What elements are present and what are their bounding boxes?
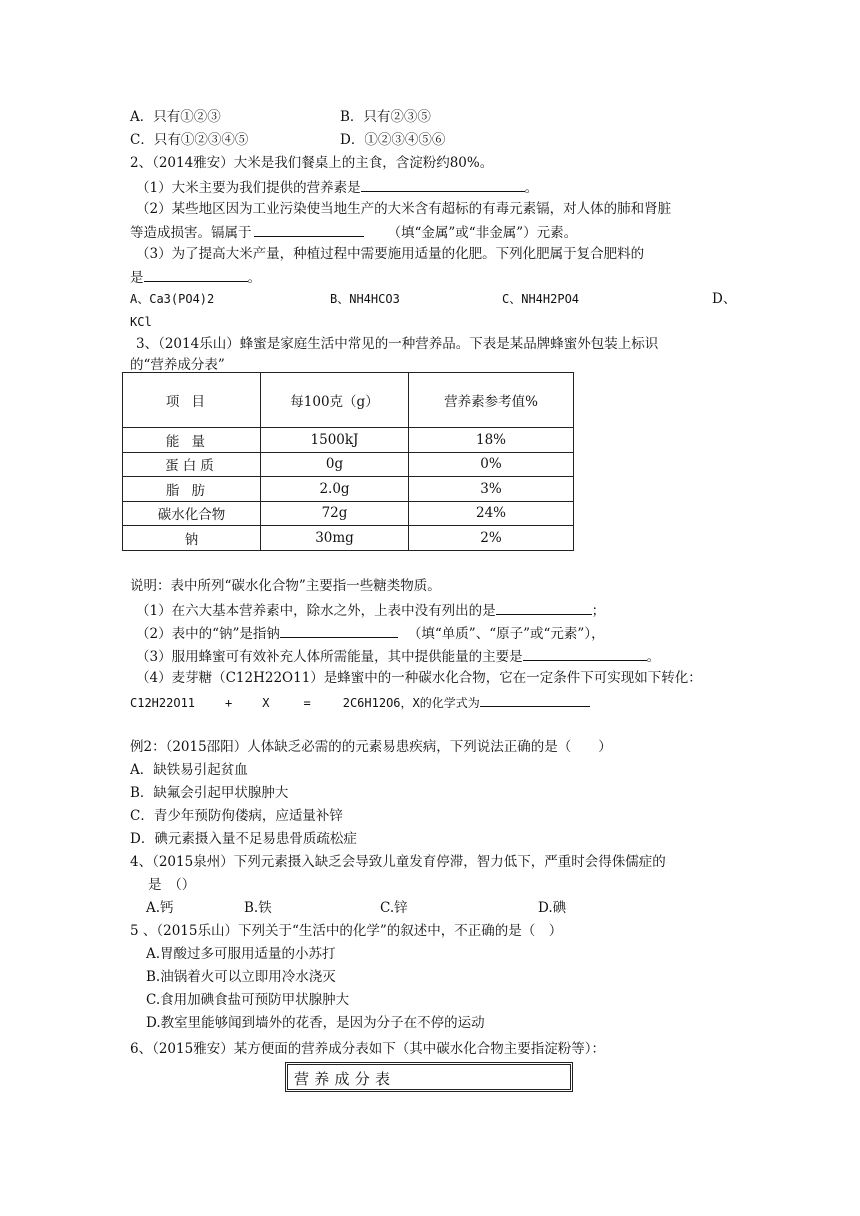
q3-part2: [136, 623, 605, 643]
table-row: [123, 428, 574, 453]
equation-reactant: C12H22O11: [130, 696, 196, 710]
q3-stem-line1: 3、（2014乐山）蜂蜜是家庭生活中常见的一种营养品。下表是某品牌蜂蜜外包装上标识: [136, 336, 659, 352]
q2-part3-text: 是: [130, 270, 144, 286]
q3-part2-text: （2）表中的“钠”是指钠: [136, 626, 280, 642]
q5-option-a: A.胃酸过多可服用适量的小苏打: [146, 946, 336, 962]
q5-option-b: B.油锅着火可以立即用冷水浇灭: [146, 969, 336, 985]
table-cell: 脂肪: [123, 477, 261, 502]
table-cell: 碳水化合物: [123, 501, 261, 526]
table-header-row: [123, 373, 574, 428]
q4-option-d: D.碘: [538, 900, 567, 916]
table-cell: 18%: [409, 428, 574, 453]
equation-plus: +: [225, 696, 233, 710]
q4-stem-line2: 是 （）: [148, 877, 196, 893]
q5-option-c: C.食用加碘食盐可预防甲状腺肿大: [146, 992, 350, 1008]
q3-part3-text: （3）服用蜂蜜可有效补充人体所需能量，其中提供能量的主要是: [136, 649, 523, 665]
q2-option-a: A、Ca3(PO4)2: [130, 292, 215, 306]
answer-blank[interactable]: [280, 623, 398, 638]
answer-blank[interactable]: [480, 692, 590, 707]
q3-stem-line2: 的“营养成分表”: [130, 357, 225, 373]
answer-blank[interactable]: [496, 600, 592, 615]
q5-stem: 5 、（2015乐山）下列关于“生活中的化学”的叙述中，不正确的是（ ）: [130, 923, 563, 939]
q2-part3-line2: [130, 267, 261, 287]
q5-option-d: D.教室里能够闻到墙外的花香，是因为分子在不停的运动: [146, 1015, 485, 1031]
table-header-cell: 营养素参考值%: [409, 373, 574, 428]
table-row: [123, 452, 574, 477]
q2-option-b: B、NH4HCO3: [330, 292, 400, 306]
q3-part4: （4）麦芽糖（C12H22O11）是蜂蜜中的一种碳水化合物，它在一定条件下可实现如下转化：: [136, 670, 702, 686]
table-cell: 蛋白质: [123, 452, 261, 477]
table-cell: 0g: [261, 452, 409, 477]
answer-blank[interactable]: [254, 222, 364, 237]
q2-part3-end: 。: [247, 270, 261, 286]
table-cell: 72g: [261, 501, 409, 526]
q2-stem: 2、（2014雅安）大米是我们餐桌上的主食，含淀粉约80%。: [130, 155, 494, 171]
q2-part1: [136, 177, 538, 197]
q2-part2-line1: （2）某些地区因为工业污染使当地生产的大米含有超标的有毒元素镉，对人体的肺和肾脏: [136, 201, 672, 217]
equation-equals: =: [303, 696, 311, 710]
ex2-option-a: A．缺铁易引起贫血: [130, 762, 248, 778]
table-cell: 1500kJ: [261, 428, 409, 453]
q4-stem-line1: 4、（2015泉州）下列元素摄入缺乏会导致儿童发育停滞，智力低下，严重时会得侏儒症的: [130, 854, 666, 870]
ex2-option-d: D．碘元素摄入量不足易患骨质疏松症: [130, 831, 357, 847]
q4-option-c: C.锌: [380, 900, 408, 916]
table-header-cell: 每100克（g）: [261, 373, 409, 428]
answer-blank[interactable]: [144, 267, 248, 282]
q3-part3: [136, 646, 660, 666]
q1-option-c: C．只有①②③④⑤: [130, 132, 249, 148]
table-cell: 2%: [409, 526, 574, 551]
table-row: [123, 477, 574, 502]
q3-equation: [130, 692, 590, 712]
table-header-cell: 项目: [123, 373, 261, 428]
q2-part1-end: 。: [524, 180, 539, 196]
table-cell: 3%: [409, 477, 574, 502]
q2-option-d-value: KCl: [130, 315, 152, 329]
equation-product: 2C6H12O6，X的化学式为: [342, 696, 480, 710]
answer-blank[interactable]: [523, 646, 647, 661]
ex2-option-b: B．缺氟会引起甲状腺肿大: [130, 785, 289, 801]
q3-part3-end: 。: [646, 649, 661, 665]
q2-option-d: D、: [712, 291, 737, 307]
table-cell: 钠: [123, 526, 261, 551]
q3-note: 说明：表中所列“碳水化合物”主要指一些糖类物质。: [130, 578, 441, 594]
table-row: [123, 526, 574, 551]
q4-option-a: A.钙: [146, 900, 174, 916]
q2-part2-text: 等造成损害。镉属于: [130, 225, 252, 241]
q3-part1-text: （1）在六大基本营养素中，除水之外，上表中没有列出的是: [136, 603, 496, 619]
q3-part1: [136, 600, 605, 620]
q2-part1-text: （1）大米主要为我们提供的营养素是: [136, 180, 361, 196]
q2-part2-line2: [130, 222, 577, 242]
q1-option-d: D．①②③④⑤⑥: [340, 132, 446, 148]
answer-blank[interactable]: [361, 177, 525, 192]
q3-part2-end: （填“单质”、“原子”或“元素”），: [407, 626, 605, 642]
table-cell: 能量: [123, 428, 261, 453]
table-cell: 24%: [409, 501, 574, 526]
q6-nutrition-box: [287, 1064, 571, 1090]
ex2-option-c: C．青少年预防佝偻病，应适量补锌: [130, 808, 343, 824]
nutrition-table: [122, 372, 574, 551]
q4-option-b: B.铁: [244, 900, 272, 916]
q3-part1-end: ；: [591, 603, 606, 619]
q6-box-title: 营养成分表: [294, 1070, 396, 1088]
q6-stem: 6、（2015雅安）某方便面的营养成分表如下（其中碳水化合物主要指淀粉等）：: [130, 1041, 605, 1057]
table-cell: 2.0g: [261, 477, 409, 502]
q2-part2-end: （填“金属”或“非金属”）元素。: [387, 225, 578, 241]
table-cell: 0%: [409, 452, 574, 477]
q2-option-c: C、NH4H2PO4: [502, 292, 580, 306]
ex2-stem: 例2：（2015邵阳）人体缺乏必需的的元素易患疾病，下列说法正确的是（ ）: [130, 739, 612, 755]
equation-x: X: [262, 696, 270, 710]
table-row: [123, 501, 574, 526]
q1-option-a: A．只有①②③: [130, 109, 221, 125]
q2-part3-line1: （3）为了提高大米产量，种植过程中需要施用适量的化肥。下列化肥属于复合肥料的: [136, 246, 645, 262]
table-cell: 30mg: [261, 526, 409, 551]
q1-option-b: B．只有②③⑤: [340, 109, 431, 125]
